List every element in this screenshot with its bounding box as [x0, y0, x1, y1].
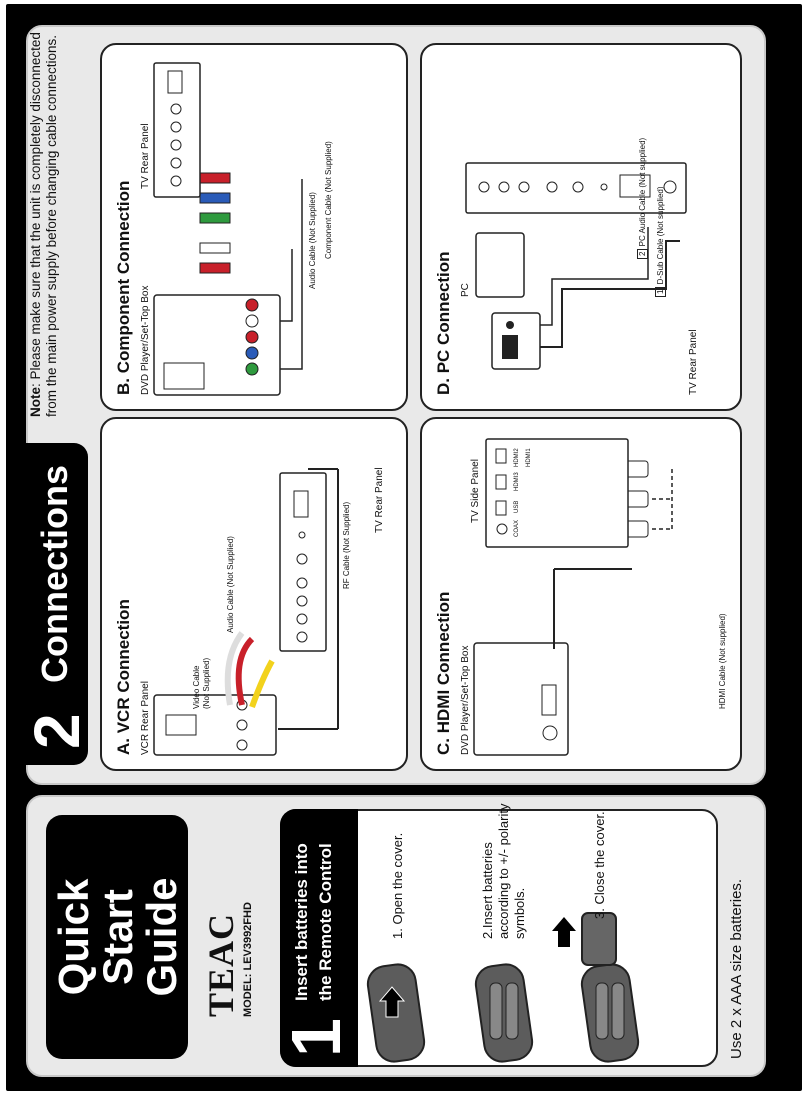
plug-red [200, 173, 230, 183]
component-title: B. Component Connection [114, 180, 133, 395]
note-text-1: : Please make sure that the unit is completely disconnected [28, 32, 43, 387]
vcr-audio-cable-label: Audio Cable (Not Supplied) [226, 536, 235, 633]
note-label: Note [28, 387, 43, 417]
title-line-3: Guide [138, 877, 185, 997]
brand-logo: TEAC [201, 912, 241, 1017]
title-line-1: Quick [50, 878, 97, 996]
vcr-connection-box [100, 417, 408, 771]
component-connection-box [100, 43, 408, 411]
pc-audio-cable-number: 2 [637, 249, 648, 259]
hdmi-tv-label: TV Side Panel [470, 459, 481, 523]
battery-note: Use 2 x AAA size batteries. [728, 878, 745, 1059]
pc-audio-cable-line [540, 227, 648, 325]
component-diagram [102, 49, 402, 409]
plug-red-audio [200, 263, 230, 273]
hdmi-port-hdmi1: HDMI1 [526, 448, 532, 467]
hdmi-port-hdmi3: HDMI3 [514, 472, 520, 491]
pc-tv-label: TV Rear Panel [688, 329, 699, 395]
pc-tower-shape [476, 233, 524, 297]
component-audio-cable-label: Audio Cable (Not Supplied) [308, 192, 317, 289]
step1-instruction-2c: symbols. [512, 887, 527, 939]
note-line-2: from the main power supply before changing cable connections. [44, 35, 59, 417]
dvd-player-shape [154, 295, 280, 395]
connections-header [21, 443, 93, 765]
audio-cable-line [280, 249, 292, 321]
vcr-tv-label: TV Rear Panel [374, 467, 385, 533]
pc-dsub-cable-label [656, 186, 665, 297]
step1-instruction-2b: according to +/- polarity [496, 803, 511, 939]
vcr-rf-cable-label: RF Cable (Not Supplied) [342, 501, 351, 589]
remote-open-cover-illustration [366, 962, 427, 1064]
connections-panel [21, 25, 766, 785]
vcr-title: A. VCR Connection [114, 599, 133, 755]
vcr-device-label: VCR Rear Panel [140, 681, 151, 755]
step1-title-line-2: the Remote Control [316, 843, 335, 1001]
title-line-2: Start [94, 889, 141, 985]
model-number: MODEL: LEV3992FHD [242, 902, 254, 1017]
step1-instruction-1: 1. Open the cover. [390, 832, 405, 939]
component-cable-line [280, 179, 302, 369]
vcr-video-cable-label-1: Video Cable [192, 665, 201, 709]
plug-green [200, 213, 230, 223]
hdmi-port-hdmi2: HDMI2 [514, 448, 520, 467]
note-line-1 [28, 32, 43, 417]
plug-blue [200, 193, 230, 203]
step1-instruction-2a: 2.Insert batteries [480, 842, 495, 939]
vcr-video-cable-label-2: (Not Supplied) [202, 657, 211, 709]
pc-title: D. PC Connection [434, 251, 453, 395]
step1-instruction-3: 3. Close the cover. [592, 811, 607, 919]
hdmi-cable-label: HDMI Cable (Not supplied) [718, 613, 727, 709]
plug-white [200, 243, 230, 253]
remote-insert-batteries-illustration [474, 962, 535, 1064]
step1-box [277, 803, 718, 1067]
pc-connection-box [420, 43, 742, 411]
component-tv-label: TV Rear Panel [140, 123, 151, 189]
vcr-diagram [102, 423, 402, 769]
step2-title: Connections [34, 464, 75, 683]
quick-start-panel [26, 795, 766, 1077]
vcr-rear-panel-shape [154, 695, 276, 755]
step1-number: 1 [277, 1018, 355, 1057]
hdmi-port-usb: USB [514, 500, 520, 513]
step2-number: 2 [21, 713, 93, 749]
step1-header [277, 809, 358, 1067]
pc-dsub-cable-number: 1 [655, 287, 666, 297]
hdmi-connection-box [420, 417, 742, 771]
hdmi-device-label: DVD Player/Set-Top Box [460, 645, 471, 755]
hdmi-diagram [422, 423, 736, 769]
hdmi-tv-side-panel-shape [486, 439, 628, 547]
pc-diagram [422, 49, 736, 409]
component-cable-label: Component Cable (Not Supplied) [324, 141, 333, 259]
title-block [46, 815, 188, 1059]
pc-device-label: PC [460, 283, 471, 297]
remote-illustrations [362, 811, 712, 1065]
hdmi-title: C. HDMI Connection [434, 591, 453, 755]
remote-close-cover-illustration [552, 913, 640, 1064]
hdmi-port-coax: COAX [514, 519, 520, 537]
component-device-label: DVD Player/Set-Top Box [140, 285, 151, 395]
pc-audio-cable-text: PC Audio Cable (Not supplied) [638, 137, 647, 247]
pc-audio-cable-label [638, 138, 647, 259]
step1-title-line-1: Insert batteries into [292, 843, 311, 1001]
pc-dsub-cable-text: D-Sub Cable (Not supplied) [656, 186, 665, 285]
